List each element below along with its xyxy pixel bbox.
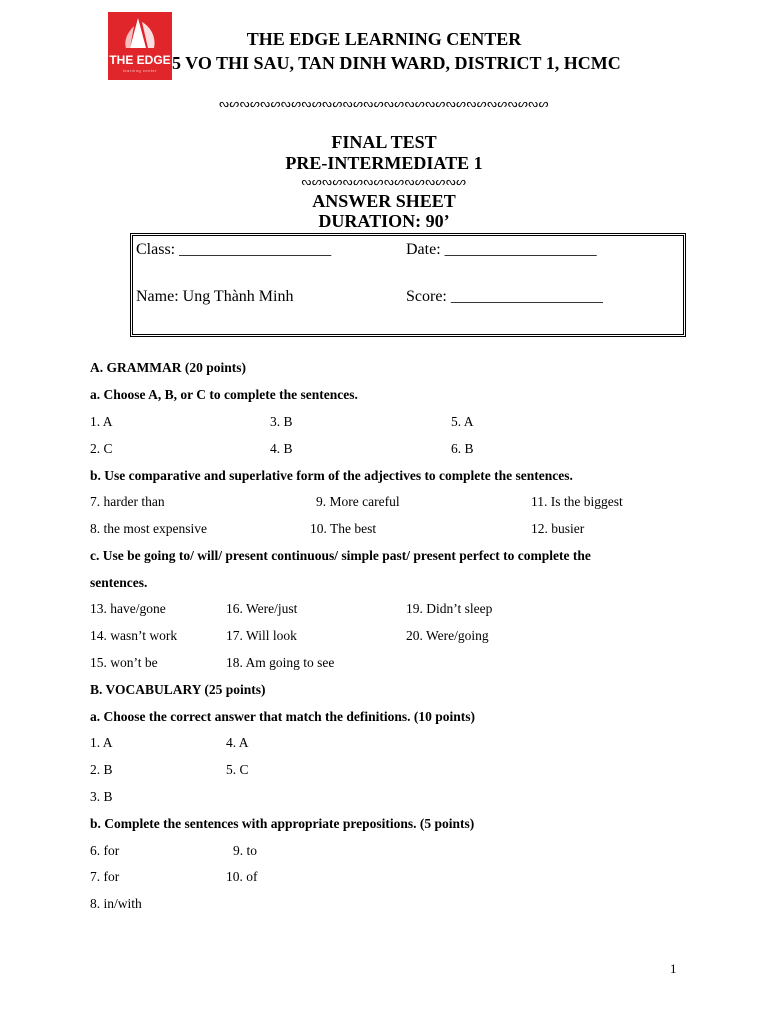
- center-name: THE EDGE LEARNING CENTER: [246, 29, 522, 49]
- answer-item: 4. B: [270, 441, 293, 456]
- class-field[interactable]: Class: ___________________: [136, 241, 332, 258]
- answer-item: 7. harder than: [90, 494, 165, 509]
- answer-item: 19. Didn’t sleep: [406, 601, 493, 616]
- answer-sheet-title: ANSWER SHEET: [312, 191, 456, 211]
- page-number: 1: [670, 961, 677, 976]
- answer-item: 3. B: [270, 414, 293, 429]
- answer-item: 3. B: [90, 789, 113, 804]
- answer-item: 10. of: [226, 869, 258, 884]
- answer-item: 7. for: [90, 869, 120, 884]
- grammar-c-instruction: c. Use be going to/ will/ present continuous/ simple past/ present perfect to complete the: [90, 548, 591, 563]
- grammar-b-instruction: b. Use comparative and superlative form of the adjectives to complete the sentences.: [90, 468, 573, 483]
- answer-item: 9. to: [233, 843, 258, 858]
- answer-item: 1. A: [90, 735, 113, 750]
- answer-item: 9. More careful: [316, 494, 400, 509]
- duration-title: DURATION: 90’: [318, 211, 450, 231]
- ornament-divider-long: ᔓᔕᔓᔕᔓᔕᔓᔕᔓᔕᔓᔕᔓᔕᔓᔕᔓᔕᔓᔕᔓᔕᔓᔕᔓᔕᔓᔕᔓᔕᔓᔕ: [219, 98, 549, 110]
- answer-item: 5. A: [451, 414, 474, 429]
- answer-item: 6. for: [90, 843, 120, 858]
- grammar-c-instruction-cont: sentences.: [90, 575, 148, 590]
- answer-item: 18. Am going to see: [226, 655, 335, 670]
- answer-item: 15. won’t be: [90, 655, 158, 670]
- test-title: FINAL TEST: [331, 132, 437, 152]
- answer-item: 11. Is the biggest: [531, 494, 623, 509]
- answer-item: 10. The best: [310, 521, 377, 536]
- answer-item: 13. have/gone: [90, 601, 166, 616]
- date-field[interactable]: Date: ___________________: [406, 241, 597, 258]
- center-address: 5 VO THI SAU, TAN DINH WARD, DISTRICT 1, HCMC: [172, 53, 621, 73]
- answer-item: 6. B: [451, 441, 474, 456]
- answer-item: 16. Were/just: [226, 601, 298, 616]
- answer-item: 12. busier: [531, 521, 585, 536]
- answer-item: 8. the most expensive: [90, 521, 207, 536]
- vocabulary-heading: B. VOCABULARY (25 points): [90, 682, 266, 697]
- grammar-heading: A. GRAMMAR (20 points): [90, 360, 246, 375]
- answer-item: 2. C: [90, 441, 113, 456]
- answer-item: 2. B: [90, 762, 113, 777]
- answer-item: 4. A: [226, 735, 249, 750]
- answer-item: 14. wasn’t work: [90, 628, 178, 643]
- answer-item: 8. in/with: [90, 896, 142, 911]
- answer-item: 17. Will look: [226, 628, 297, 643]
- grammar-a-instruction: a. Choose A, B, or C to complete the sentences.: [90, 387, 358, 402]
- score-field[interactable]: Score: ___________________: [406, 288, 603, 305]
- ornament-divider-short: ᔓᔕᔓᔕᔓᔕᔓᔕᔓᔕᔓᔕᔓᔕᔓᔕ: [301, 176, 467, 188]
- name-field[interactable]: Name: Ung Thành Minh: [136, 288, 294, 305]
- answer-item: 20. Were/going: [406, 628, 489, 643]
- answer-item: 5. C: [226, 762, 249, 777]
- logo-subtext: learning center: [123, 68, 157, 73]
- test-level: PRE-INTERMEDIATE 1: [285, 153, 483, 173]
- vocabulary-b-instruction: b. Complete the sentences with appropriate prepositions. (5 points): [90, 816, 475, 831]
- vocabulary-a-instruction: a. Choose the correct answer that match the definitions. (10 points): [90, 709, 475, 724]
- logo-text: THE EDGE: [109, 53, 171, 67]
- answer-item: 1. A: [90, 414, 113, 429]
